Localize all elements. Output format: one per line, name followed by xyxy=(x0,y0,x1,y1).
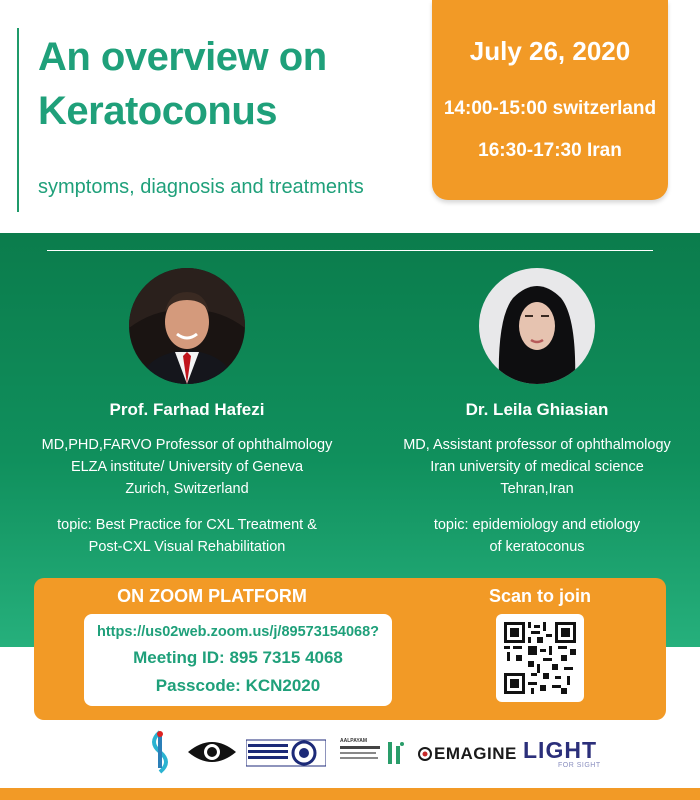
divider xyxy=(47,250,653,251)
passcode-value: KCN2020 xyxy=(245,676,321,695)
light-logo: LIGHT xyxy=(523,737,597,763)
bio-line: MD, Assistant professor of ophthalmology xyxy=(403,437,671,453)
meeting-id-label: Meeting ID: xyxy=(133,648,225,667)
university-logo xyxy=(140,728,180,781)
bio-line: Zurich, Switzerland xyxy=(125,481,249,497)
passcode-row xyxy=(84,676,392,696)
speaker-topic xyxy=(350,514,700,558)
emagine-logo: EMAGINE xyxy=(434,744,517,763)
event-date: July 26, 2020 xyxy=(469,36,631,66)
light-logo-sub: FOR SIGHT xyxy=(558,762,601,769)
bio-line: Tehran,Iran xyxy=(500,481,574,497)
eye-research-logo xyxy=(246,738,326,773)
speaker-name: Prof. Farhad Hafezi xyxy=(109,400,265,419)
topic-line: topic: epidemiology and etiology xyxy=(433,517,641,533)
avatar-hafezi xyxy=(129,268,245,384)
meeting-id-value: 895 7315 4068 xyxy=(229,648,343,667)
eye-association-logo xyxy=(186,738,238,771)
header-accent-line xyxy=(17,28,19,212)
qr-code[interactable] xyxy=(496,614,584,702)
meeting-id-row xyxy=(84,648,392,668)
speaker-topic xyxy=(0,514,374,558)
speaker-name: Dr. Leila Ghiasian xyxy=(465,400,609,419)
bio-line: ELZA institute/ University of Geneva xyxy=(70,459,304,475)
bio-line: Iran university of medical science xyxy=(430,459,644,475)
zoom-link[interactable]: https://us02web.zoom.us/j/89573154068? xyxy=(96,624,380,640)
time-iran: 16:30-17:30 Iran xyxy=(478,140,622,161)
event-subtitle: symptoms, diagnosis and treatments xyxy=(38,176,364,198)
topic-line: Post-CXL Visual Rehabilitation xyxy=(88,539,286,555)
passcode-label: Passcode: xyxy=(155,676,241,695)
emagine-icon xyxy=(418,747,432,766)
bottom-bar xyxy=(0,788,700,800)
aalpayam-text: AALPAYAM xyxy=(340,738,368,744)
zoom-platform-label: ON ZOOM PLATFORM xyxy=(117,586,307,606)
aalpayam-logo xyxy=(340,740,406,773)
speaker-bio xyxy=(0,434,374,500)
topic-line: of keratoconus xyxy=(489,539,585,555)
topic-line: topic: Best Practice for CXL Treatment & xyxy=(57,517,317,533)
bio-line: MD,PHD,FARVO Professor of ophthalmology xyxy=(41,437,333,453)
speaker-card-ghiasian xyxy=(350,268,700,558)
scan-label: Scan to join xyxy=(488,586,591,606)
avatar-ghiasian xyxy=(479,268,595,384)
time-switzerland: 14:00-15:00 switzerland xyxy=(443,98,657,119)
speaker-card-hafezi xyxy=(0,268,374,558)
speaker-bio xyxy=(350,434,700,500)
zoom-details-card xyxy=(84,614,392,706)
schedule-box xyxy=(432,0,668,200)
event-title: An overview on Keratoconus xyxy=(38,35,327,133)
